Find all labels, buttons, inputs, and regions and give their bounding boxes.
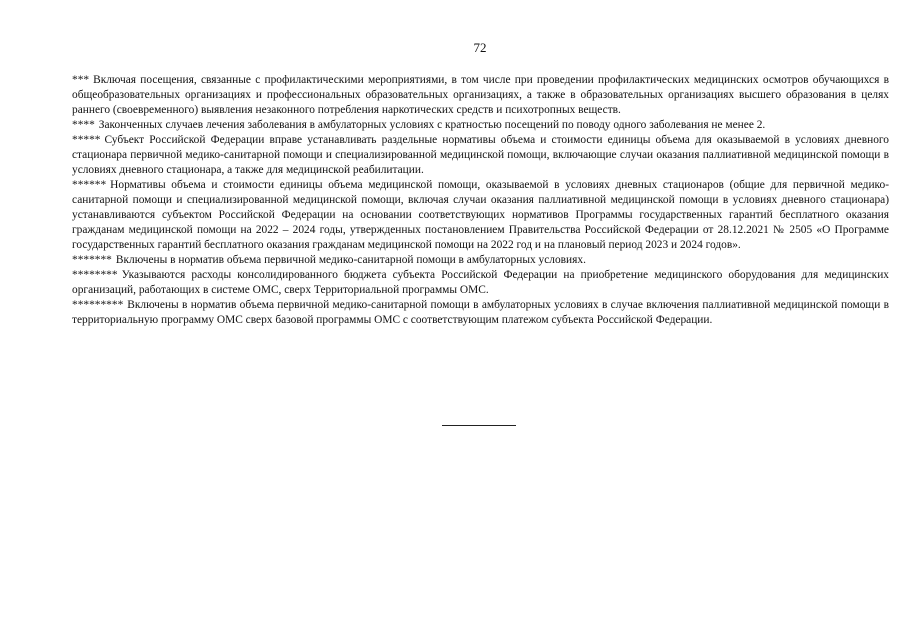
footnote-mark: ****** (72, 179, 107, 191)
footnote-mark: ******* (72, 254, 112, 266)
page-number: 72 (473, 40, 487, 55)
footnote-4-stars (72, 118, 889, 133)
footnote-text: Законченных случаев лечения заболевания в амбулаторных условиях с кратностью посещений по поводу одного заболевания не менее 2. (98, 119, 766, 131)
footnote-mark: ********* (72, 299, 124, 311)
footnote-mark: ***** (72, 134, 101, 146)
footnote-9-stars (72, 298, 889, 328)
footnote-text: Включая посещения, связанные с профилактическими мероприятиями, в том числе при проведении профилактических медицинских осмотров обучающихся в общеобразовательных организациях и профессиональных образовательных организациях, а также в образовательных организациях высшего образования в целях раннего (своевременного) выявления незаконного потребления наркотических средств и психотропных веществ. (72, 74, 889, 116)
footnote-text: Субъект Российской Федерации вправе устанавливать раздельные нормативы объема и стоимости единицы объема для оказываемой в условиях дневного стационара первичной медико-санитарной помощи и специализированной медицинской помощи, включающие случаи оказания паллиативной медицинской помощи в условиях дневного стационара, а также для медицинской реабилитации. (72, 134, 889, 176)
footnote-6-stars (72, 178, 889, 253)
footnote-text: Указываются расходы консолидированного бюджета субъекта Российской Федерации на приобретение медицинского оборудования для медицинских организаций, работающих в системе ОМС, сверх Территориальной программы ОМС. (72, 269, 889, 296)
footnote-5-stars (72, 133, 889, 178)
footnote-7-stars (72, 253, 889, 268)
footnotes-block (72, 73, 889, 328)
footnote-text: Включены в норматив объема первичной медико-санитарной помощи в амбулаторных условиях в случае включения паллиативной медицинской помощи в территориальную программу ОМС сверх базовой программы ОМС с соответствующим платежом субъекта Российской Федерации. (72, 299, 889, 326)
footnote-8-stars (72, 268, 889, 298)
footnote-mark: **** (72, 119, 95, 131)
footnote-text: Нормативы объема и стоимости единицы объема медицинской помощи, оказываемой в условиях дневных стационаров (общие для первичной медико-санитарной помощи и специализированной медицинской помощи, включая случаи оказания паллиативной медицинской помощи в условиях дневного стационара) устанавливаются субъектом Российской Федерации на основании соответствующих нормативов Программы государственных гарантий бесплатного оказания гражданам медицинской помощи на 2022 – 2024 годы, утвержденных постановлением Правительства Российской Федерации от 28.12.2021 № 2505 «О Программе государственных гарантий бесплатного оказания гражданам медицинской помощи на 2022 год и на плановый период 2023 и 2024 годов». (72, 179, 889, 251)
footnote-mark: *** (72, 74, 90, 86)
footnote-3-stars (72, 73, 889, 118)
end-of-text-rule (442, 425, 516, 426)
footnote-mark: ******** (72, 269, 118, 281)
footnote-text: Включены в норматив объема первичной медико-санитарной помощи в амбулаторных условиях. (115, 254, 586, 266)
